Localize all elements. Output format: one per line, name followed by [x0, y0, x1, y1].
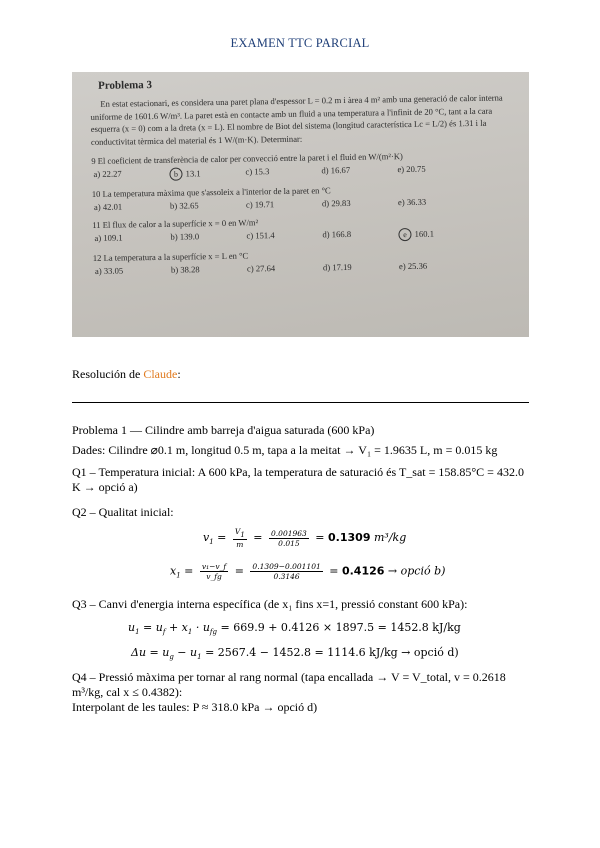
option: a) 33.05: [94, 265, 124, 277]
equation-u1: $u_1 = u_f + x_1 \cdot u_{fg} = 669.9 + 0.4126 \times 1897.5 = 1452.8$ kJ/kg: [128, 621, 461, 636]
option: e) 25.36: [398, 261, 428, 272]
x1-den: v_fg: [206, 572, 222, 581]
x1-answer: → opció b): [387, 564, 446, 578]
option: c) 27.64: [246, 263, 276, 274]
option: [169, 167, 245, 181]
x1-result: 0.4126: [341, 564, 385, 578]
problem-statement: En estat estacionari, es considera una paret plana d'espessor L = 0.2 m i àrea 4 m² amb una generació de calor interna uniforme de 1601.6 W/m³. La paret està en contacte amb un fluid a una temperatura a l'infinit de 20 °C, tant a la cara esquerra (x = 0) com a la dreta (x = L). El nombre de Biot del sistema (longitud característica Lc = L/2) és 1.31 i la conductivitat tèrmica del material és 1 W/(m·K). Determinar:: [90, 92, 503, 147]
v1-mid-den: 0.015: [278, 538, 300, 548]
problem-title: Problema 3: [97, 79, 153, 92]
problem-heading: Problema 1 — Cilindre amb barreja d'aigua saturada (600 kPa): [72, 423, 375, 437]
question-stem: 9 El coeficient de transferència de calor per convecció entre la paret i el fluid en W/(m²·K): [91, 151, 403, 167]
option: a) 109.1: [94, 232, 123, 244]
option: d) 29.83: [321, 198, 351, 209]
option: d) 16.67: [321, 165, 351, 176]
option: d) 17.19: [322, 262, 352, 273]
option: [398, 227, 474, 241]
v1-mid-num: 0.001963: [271, 528, 307, 538]
exam-photo-content: [90, 73, 523, 284]
q4-result: Interpolant de les taules: P ≈ 318.0 kPa → opció d): [72, 700, 318, 714]
v1-result: 0.1309: [328, 531, 371, 544]
equation-du: $\Delta u = u_g - u_1 = 2567.4 - 1452.8 = 1114.6$ kJ/kg → opció d): [131, 646, 459, 661]
option: c) 19.71: [245, 199, 275, 210]
option: e) 36.33: [397, 197, 427, 208]
q4-text: Q4 – Pressió màxima per tornar al rang normal (tapa encallada → V = V_total, v = 0.2618 m³/kg, cal x ≤ 0.4382):: [72, 670, 506, 699]
option: d) 166.8: [322, 229, 352, 240]
x1-mid-den: 0.3146: [273, 572, 300, 581]
equation-v1: $v_1$ = $\frac{V1}{m}$ = $\frac{0.001963}{0.015}$ = 0.1309 m³/kg: [203, 527, 407, 549]
v1-lhs: v: [203, 531, 210, 544]
option: c) 15.3: [245, 166, 270, 177]
exam-photo: [72, 72, 529, 337]
q2-text: Q2 – Qualitat inicial:: [72, 505, 174, 519]
option: b) 139.0: [170, 231, 200, 243]
divider: [72, 402, 529, 403]
option: c) 151.4: [246, 230, 275, 241]
q1-text: Q1 – Temperatura inicial: A 600 kPa, la temperatura de saturació és T_sat = 158.85°C = 432.0 K → opció a): [72, 465, 524, 494]
resolution-suffix: :: [177, 367, 181, 381]
option: e) 20.75: [397, 164, 426, 175]
page-title: EXAMEN TTC PARCIAL: [230, 36, 370, 50]
question-stem: 10 La temperatura màxima que s'assoleix a l'interior de la paret en °C: [91, 185, 331, 200]
v1-den: m: [236, 540, 244, 549]
option-value: 13.1: [183, 168, 201, 179]
circled-answer-mark: b: [169, 168, 182, 181]
option: a) 42.01: [93, 201, 123, 213]
option: b) 32.65: [169, 200, 199, 212]
v1-num: V: [234, 527, 241, 536]
x1-mid-num: 0.1309−0.001101: [252, 562, 321, 571]
question-list: [91, 150, 523, 278]
question-stem: 11 El flux de calor a la superfície x = 0 en W/m²: [92, 217, 259, 231]
x1-num: v₁−v_f: [201, 562, 227, 571]
resolution-label: [72, 367, 181, 382]
u1-value: 669.9 + 0.4126 × 1897.5 = 1452.8 kJ/kg: [233, 621, 461, 634]
option: a) 22.27: [93, 168, 122, 180]
option: b) 38.28: [170, 264, 200, 276]
resolution-prefix: Resolución de: [72, 367, 144, 381]
circled-answer-mark: e: [398, 228, 411, 241]
equation-x1: $x_1$ = $\frac{\text{v₁−v\_f}}{v\_fg}$ = $\frac{0.1309-0.001101}{0.3146}$ = 0.4126 → opció b): [170, 562, 446, 581]
du-value: 2567.4 − 1452.8 = 1114.6 kJ/kg → opció d): [217, 646, 459, 659]
resolution-author: Claude: [143, 367, 178, 381]
v1-unit: m³/kg: [373, 531, 407, 544]
q3-text: Q3 – Canvi d'energia interna específica (de x₁ fins x=1, pressió constant 600 kPa):: [72, 597, 468, 611]
data-line: Dades: Cilindre ⌀0.1 m, longitud 0.5 m, tapa a la meitat → V₁ = 1.9635 L, m = 0.015 kg: [72, 443, 498, 457]
option-value: 160.1: [412, 228, 435, 240]
question-stem: 12 La temperatura a la superfície x = L en °C: [92, 250, 249, 264]
